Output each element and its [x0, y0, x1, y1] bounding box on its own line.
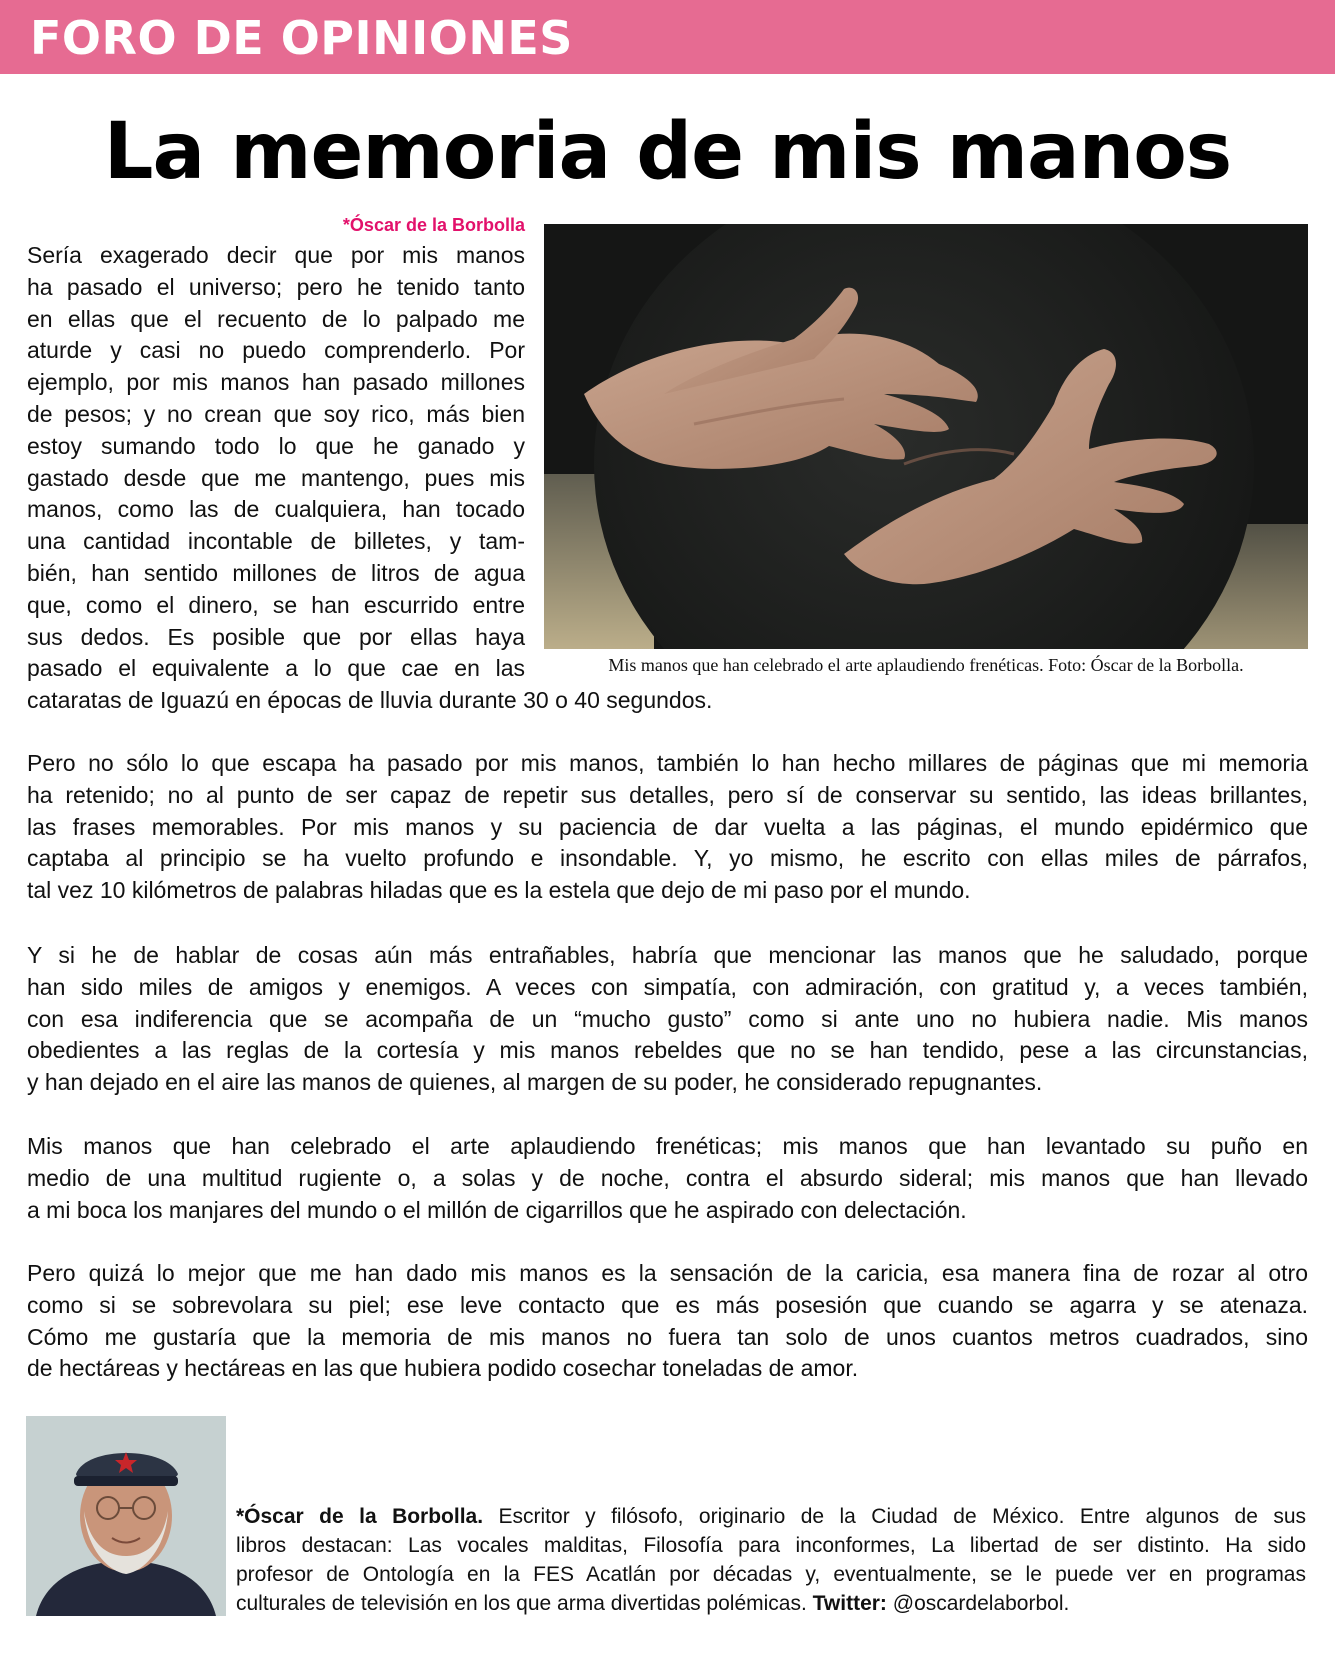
- paragraph-1-line: manos, como las de cualquiera, han tocado: [27, 496, 525, 523]
- paragraph-3-line: y han dejado en el aire las manos de quienes, al margen de su poder, he considerado repugnantes.: [27, 1069, 1043, 1096]
- paragraph-5-line: de hectáreas y hectáreas en las que hubiera podido cosechar toneladas de amor.: [27, 1355, 859, 1382]
- author-bio-line: [236, 1589, 1306, 1618]
- paragraph-3-line: han sido miles de amigos y enemigos. A veces con simpatía, con admiración, con gratitud y, a veces también,: [27, 973, 1308, 1000]
- twitter-label: Twitter:: [812, 1592, 887, 1615]
- paragraph-1-line: Sería exagerado decir que por mis manos: [27, 242, 525, 268]
- paragraph-1-tail: [27, 685, 1308, 717]
- paragraph-1-line: gastado desde que me mantengo, pues mis: [27, 464, 525, 491]
- paragraph-2-line: Pero no sólo lo que escapa ha pasado por mis manos, también lo han hecho millares de páginas que mi memoria: [27, 750, 1308, 776]
- paragraph-4-line: medio de una multitud rugiente o, a solas y de noche, contra el absurdo sideral; mis manos que han llevado: [27, 1164, 1308, 1191]
- paragraph-1-line: de pesos; y no crean que soy rico, más bien: [27, 400, 525, 427]
- hands-photo-illustration: [544, 224, 1308, 649]
- paragraph-1-line: estoy sumando todo lo que he ganado y: [27, 432, 525, 459]
- article-title: La memoria de mis manos: [103, 107, 1232, 197]
- paragraph-4-line: Mis manos que han celebrado el arte aplaudiendo frenéticas; mis manos que han levantado su puño en: [27, 1133, 1308, 1159]
- paragraph-1-line: ejemplo, por mis manos han pasado millones: [27, 369, 525, 396]
- paragraph-4-line: a mi boca los manjares del mundo o el millón de cigarrillos que he aspirado con delectación.: [27, 1196, 967, 1223]
- paragraph-1-line: en ellas que el recuento de lo palpado me: [27, 305, 525, 332]
- paragraph-3-line: Y si he de hablar de cosas aún más entrañables, habría que mencionar las manos que he saludado, porque: [27, 942, 1308, 968]
- hands-photo: [544, 224, 1308, 649]
- paragraph-2-line: tal vez 10 kilómetros de palabras hiladas que es la estela que dejo de mi paso por el mundo.: [27, 877, 971, 904]
- paragraph-1-line: aturde y casi no puedo comprenderlo. Por: [27, 337, 525, 364]
- paragraph-1-tail-line: cataratas de Iguazú en épocas de lluvia durante 30 o 40 segundos.: [27, 687, 713, 713]
- paragraph-1-line: ha pasado el universo; pero he tenido tanto: [27, 273, 525, 300]
- photo-caption: Mis manos que han celebrado el arte aplaudiendo frenéticas. Foto: Óscar de la Borbolla.: [608, 655, 1244, 675]
- author-bio-name: *Óscar de la Borbolla.: [236, 1505, 484, 1528]
- twitter-handle: @oscardelaborbol.: [886, 1592, 1070, 1615]
- paragraph-4: [27, 1131, 1308, 1226]
- author-portrait-illustration: [26, 1416, 226, 1616]
- paragraph-1-line: que, como el dinero, se han escurrido entre: [27, 591, 525, 618]
- paragraph-3: [27, 940, 1308, 1099]
- paragraph-1-line: una cantidad incontable de billetes, y tam-: [27, 528, 525, 555]
- paragraph-3-line: obedientes a las reglas de la cortesía y mis manos rebeldes que no se han tendido, pese a las circunstancias,: [27, 1037, 1308, 1064]
- author-photo: [26, 1416, 226, 1616]
- author-bio-line-4: culturales de televisión en los que arma divertidas polémicas.: [236, 1592, 813, 1615]
- paragraph-5-line: Pero quizá lo mejor que me han dado mis manos es la sensación de la caricia, esa manera fina de rozar al otro: [27, 1260, 1308, 1286]
- author-bio-line-3: profesor de Ontología en la FES Acatlán por décadas y, eventualmente, se le puede ver en programas: [236, 1563, 1306, 1586]
- paragraph-5: [27, 1258, 1308, 1385]
- paragraph-1-line: bién, han sentido millones de litros de agua: [27, 559, 525, 586]
- paragraph-2-line: ha retenido; no al punto de ser capaz de repetir sus detalles, pero sí de conservar su sentido, las ideas brillantes,: [27, 781, 1308, 808]
- author-bio-line-1: Escritor y filósofo, originario de la Ciudad de México. Entre algunos de sus: [483, 1505, 1306, 1528]
- section-banner: [0, 0, 1335, 74]
- paragraph-2-line: las frases memorables. Por mis manos y su paciencia de dar vuelta a las páginas, el mundo epidérmico que: [27, 813, 1308, 840]
- paragraph-5-line: como si se sobrevolara su piel; ese leve contacto que es más posesión que cuando se agarra y se atenaza.: [27, 1291, 1308, 1318]
- author-bio-line-2: libros destacan: Las vocales malditas, Filosofía para inconformes, La libertad de ser distinto. Ha sido: [236, 1534, 1306, 1557]
- paragraph-2: [27, 748, 1308, 907]
- paragraph-1-column: [27, 240, 525, 685]
- paragraph-1-line: sus dedos. Es posible que por ellas haya: [27, 623, 525, 650]
- paragraph-1-line: pasado el equivalente a lo que cae en las: [27, 655, 525, 682]
- section-label: FORO DE OPINIONES: [30, 11, 573, 65]
- author-bio-line: [236, 1502, 1306, 1531]
- paragraph-3-line: con esa indiferencia que se acompaña de un “mucho gusto” como si ante uno no hubiera nadie. Mis manos: [27, 1005, 1308, 1032]
- author-bio: [236, 1502, 1306, 1618]
- paragraph-2-line: captaba al principio se ha vuelto profundo e insondable. Y, yo mismo, he escrito con ellas miles de párrafos,: [27, 845, 1308, 872]
- article-byline: *Óscar de la Borbolla: [342, 215, 525, 235]
- paragraph-5-line: Cómo me gustaría que la memoria de mis manos no fuera tan solo de unos cuantos metros cuadrados, sino: [27, 1323, 1308, 1350]
